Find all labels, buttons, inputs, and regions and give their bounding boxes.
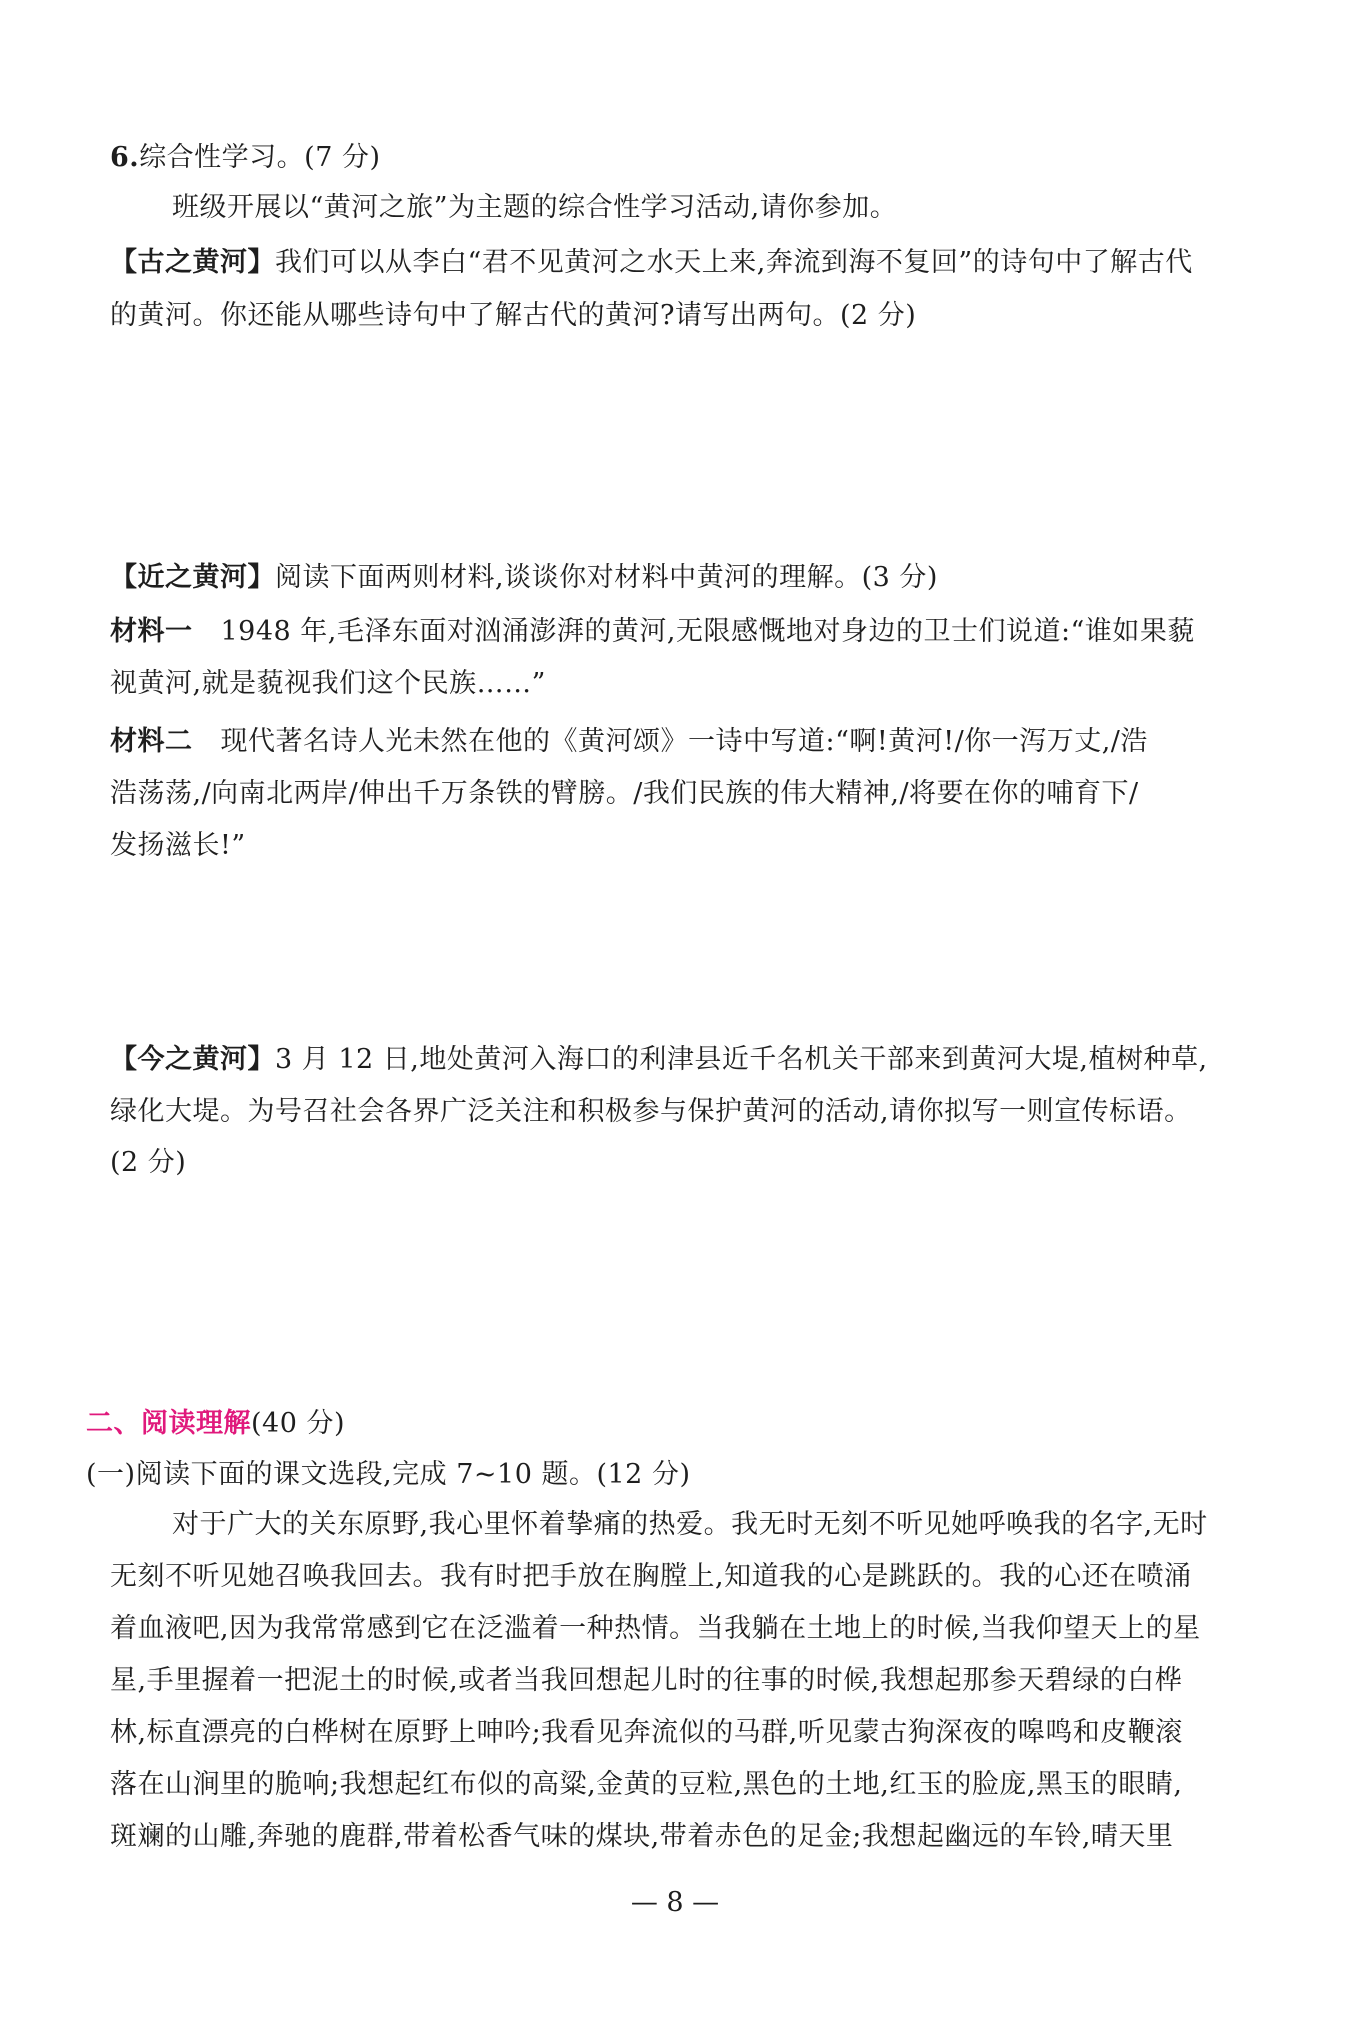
passage-line: 对于广大的关东原野,我心里怀着挚痛的热爱。我无时无刻不听见她呼唤我的名字,无时 xyxy=(172,1509,1208,1540)
passage-line: 星,手里握着一把泥土的时候,或者当我回想起儿时的往事的时候,我想起那参天碧绿的白桦 xyxy=(110,1665,1183,1696)
section-2-heading-text: 二、阅读理解 xyxy=(86,1408,251,1439)
question-6-title: 6.综合性学习。(7 分) xyxy=(110,142,381,173)
material-1-label: 材料一 xyxy=(110,616,193,647)
material-2-line3: 发扬滋长!” xyxy=(110,830,246,861)
today-yellow-river-label: 【今之黄河】 xyxy=(110,1044,275,1075)
ancient-yellow-river-line1: 【古之黄河】我们可以从李白“君不见黄河之水天上来,奔流到海不复回”的诗句中了解古代 xyxy=(110,247,1193,278)
page-number: — 8 — xyxy=(630,1887,720,1918)
today-yellow-river-line3: (2 分) xyxy=(110,1147,187,1178)
passage-line: 斑斓的山雕,奔驰的鹿群,带着松香气味的煤块,带着赤色的足金;我想起幽远的车铃,晴天里 xyxy=(110,1821,1174,1852)
passage-line: 无刻不听见她召唤我回去。我有时把手放在胸膛上,知道我的心是跳跃的。我的心还在喷涌 xyxy=(110,1561,1192,1592)
section-2-heading: 二、阅读理解(40 分) xyxy=(86,1408,346,1439)
material-1-line2: 视黄河,就是藐视我们这个民族……” xyxy=(110,668,546,699)
section-2-subheading: (一)阅读下面的课文选段,完成 7~10 题。(12 分) xyxy=(86,1459,691,1490)
passage-line: 林,标直漂亮的白桦树在原野上呻吟;我看见奔流似的马群,听见蒙古狗深夜的嗥鸣和皮鞭滚 xyxy=(110,1717,1183,1748)
ancient-yellow-river-line2: 的黄河。你还能从哪些诗句中了解古代的黄河?请写出两句。(2 分) xyxy=(110,300,917,331)
question-6-intro: 班级开展以“黄河之旅”为主题的综合性学习活动,请你参加。 xyxy=(172,192,898,223)
modern-yellow-river-label: 【近之黄河】 xyxy=(110,562,275,593)
passage-line: 着血液吧,因为我常常感到它在泛滥着一种热情。当我躺在土地上的时候,当我仰望天上的星 xyxy=(110,1613,1201,1644)
material-2-label: 材料二 xyxy=(110,726,193,757)
today-yellow-river-line1: 【今之黄河】3 月 12 日,地处黄河入海口的利津县近千名机关干部来到黄河大堤,植树种草, xyxy=(110,1044,1208,1075)
material-1-line1: 材料一 1948 年,毛泽东面对汹涌澎湃的黄河,无限感慨地对身边的卫士们说道:“谁如果藐 xyxy=(110,616,1195,647)
ancient-yellow-river-label: 【古之黄河】 xyxy=(110,247,275,278)
today-yellow-river-line2: 绿化大堤。为号召社会各界广泛关注和积极参与保护黄河的活动,请你拟写一则宣传标语。 xyxy=(110,1096,1192,1127)
material-2-line2: 浩荡荡,/向南北两岸/伸出千万条铁的臂膀。/我们民族的伟大精神,/将要在你的哺育下/ xyxy=(110,778,1139,809)
passage-line: 落在山涧里的脆响;我想起红布似的高粱,金黄的豆粒,黑色的土地,红玉的脸庞,黑玉的眼睛, xyxy=(110,1769,1183,1800)
material-2-line1: 材料二 现代著名诗人光未然在他的《黄河颂》一诗中写道:“啊!黄河!/你一泻万丈,/浩 xyxy=(110,726,1148,757)
question-number: 6. xyxy=(110,142,140,173)
modern-yellow-river-line1: 【近之黄河】阅读下面两则材料,谈谈你对材料中黄河的理解。(3 分) xyxy=(110,562,938,593)
